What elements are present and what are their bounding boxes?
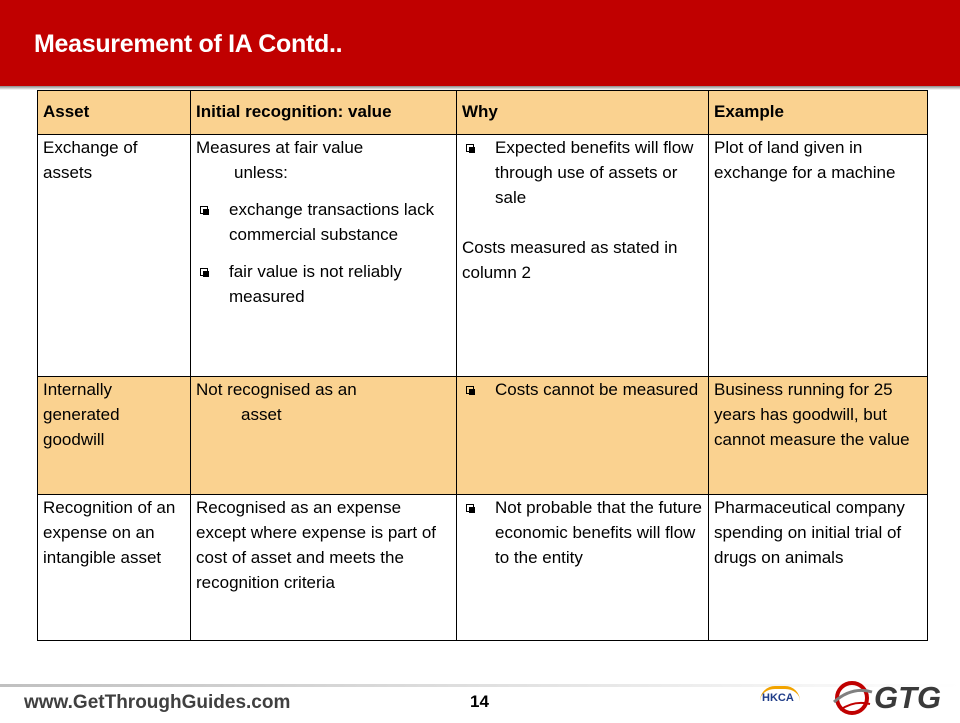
cell-value	[191, 135, 457, 377]
header-asset: Asset	[38, 91, 191, 135]
header-initial-recognition: Initial recognition: value	[191, 91, 457, 135]
bullet-item	[462, 377, 703, 402]
bullet-text: Costs cannot be measured	[495, 380, 699, 399]
table-row	[38, 495, 928, 641]
bullet-text: Expected benefits will flow through use of assets or sale	[495, 138, 694, 207]
cell-asset: Recognition of an expense on an intangible asset	[38, 495, 191, 641]
cell-why	[457, 495, 709, 641]
cell-why	[457, 377, 709, 495]
gtg-globe-icon	[830, 676, 876, 718]
header-example: Example	[709, 91, 928, 135]
cell-why	[457, 135, 709, 377]
checkbox-bullet-icon	[466, 504, 474, 512]
footer-website-link[interactable]: www.GetThroughGuides.com	[24, 692, 291, 713]
gtg-logo	[830, 676, 950, 718]
hkca-logo-text: HKCA	[762, 692, 794, 704]
hkca-logo	[758, 686, 820, 716]
checkbox-bullet-icon	[466, 144, 474, 152]
cell-example: Plot of land given in exchange for a machine	[709, 135, 928, 377]
checkbox-bullet-icon	[200, 268, 208, 276]
bullet-item	[462, 495, 703, 570]
cell-example: Pharmaceutical company spending on initial trial of drugs on animals	[709, 495, 928, 641]
cell-example: Business running for 25 years has goodwill, but cannot measure the value	[709, 377, 928, 495]
checkbox-bullet-icon	[200, 206, 208, 214]
bullet-item	[196, 259, 451, 309]
header-why: Why	[457, 91, 709, 135]
slide-title: Measurement of IA Contd..	[34, 30, 343, 58]
table-row	[38, 377, 928, 495]
value-line: asset	[241, 405, 282, 424]
page-number: 14	[470, 692, 489, 711]
table-header-row	[38, 91, 928, 135]
value-line: Measures at fair value	[196, 138, 364, 157]
bullet-item	[462, 135, 703, 210]
bullet-item	[196, 197, 451, 247]
bullet-text: exchange transactions lack commercial substance	[229, 200, 435, 244]
value-line: unless:	[234, 163, 288, 182]
cell-value: Recognised as an expense except where expense is part of cost of asset and meets the recognition criteria	[191, 495, 457, 641]
bullet-text: fair value is not reliably measured	[229, 262, 402, 306]
cell-asset: Exchange of assets	[38, 135, 191, 377]
why-text: Costs measured as stated in column 2	[462, 238, 678, 282]
bullet-text: Not probable that the future economic benefits will flow to the entity	[495, 498, 702, 567]
cell-value	[191, 377, 457, 495]
checkbox-bullet-icon	[466, 386, 474, 394]
gtg-logo-text: GTG	[874, 680, 942, 715]
value-line: Not recognised as an	[196, 380, 357, 399]
measurement-table	[37, 90, 928, 641]
cell-asset: Internally generated goodwill	[38, 377, 191, 495]
table-row	[38, 135, 928, 377]
